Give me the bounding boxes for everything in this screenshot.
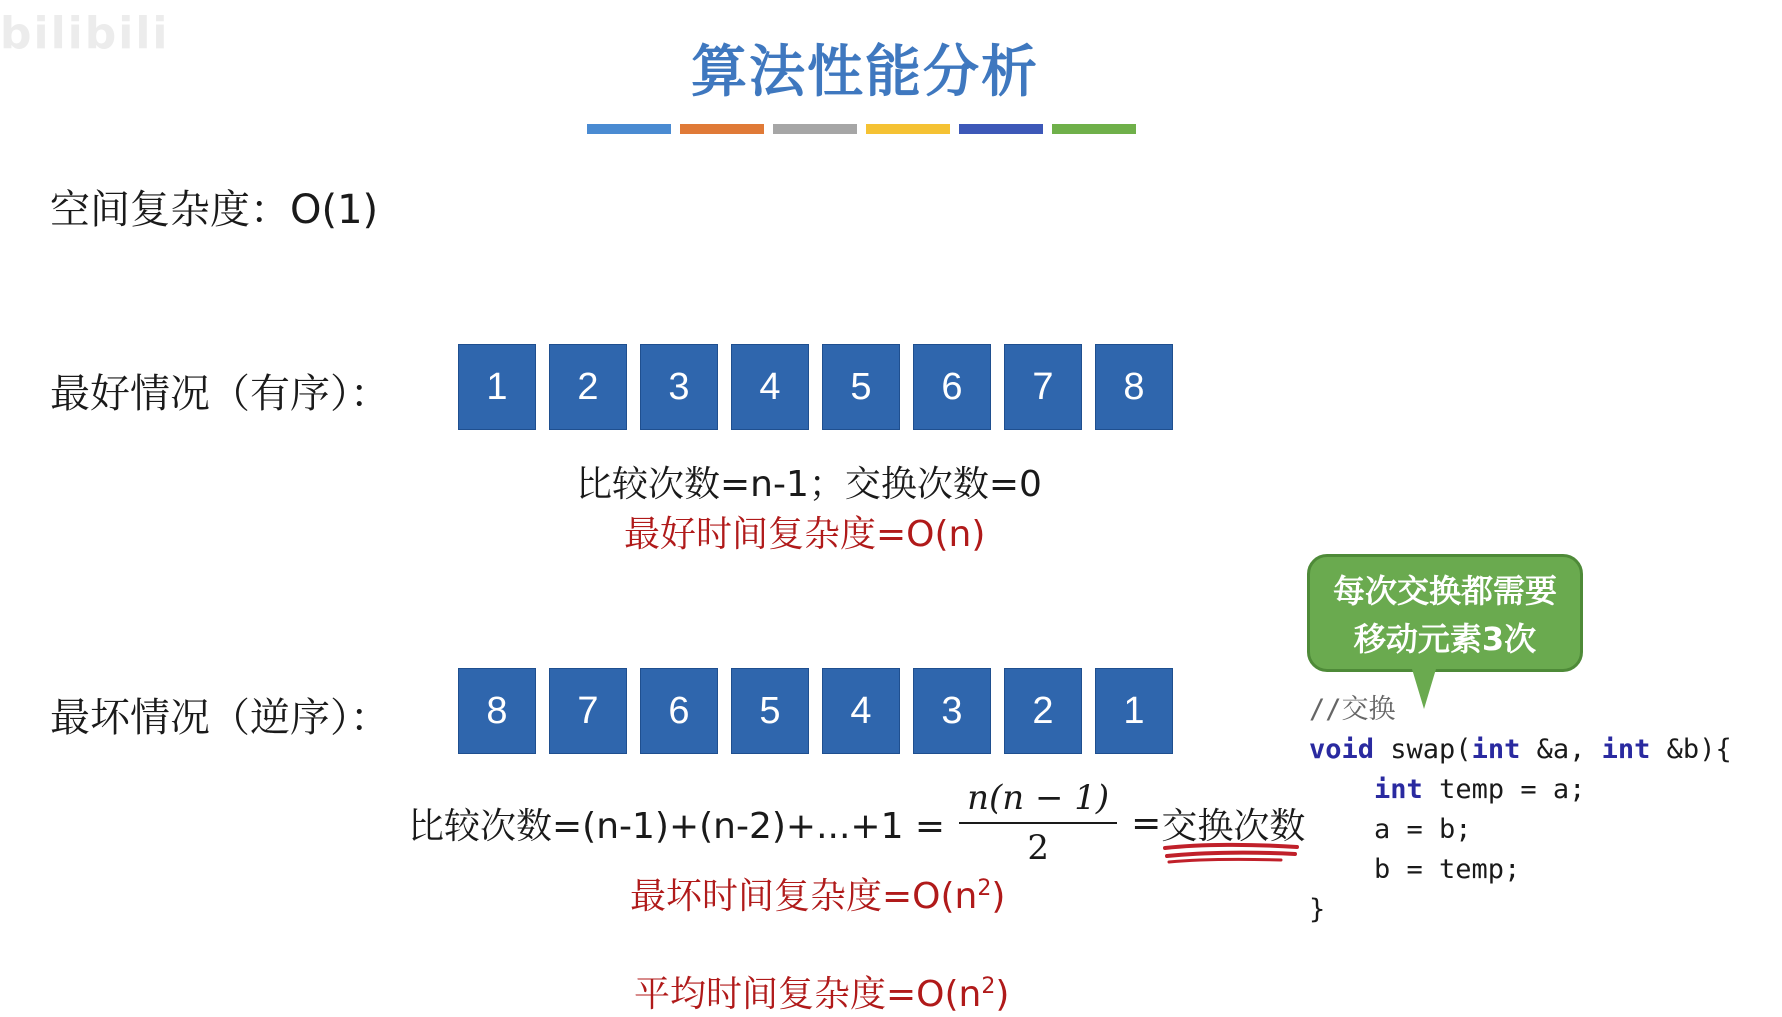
worst-case-complexity bbox=[630, 868, 1005, 919]
code-text: &b){ bbox=[1650, 734, 1732, 765]
array-cell: 6 bbox=[640, 668, 718, 754]
code-indent bbox=[1309, 774, 1374, 805]
code-text: swap( bbox=[1374, 734, 1472, 765]
formula-equals: = bbox=[1131, 802, 1162, 844]
array-cell: 3 bbox=[913, 668, 991, 754]
array-cell: 6 bbox=[913, 344, 991, 430]
color-bar-segment bbox=[680, 124, 764, 134]
callout-line-2: 移动元素3次 bbox=[1353, 620, 1537, 658]
code-keyword: int bbox=[1374, 774, 1423, 805]
fraction-numerator: n(n − 1) bbox=[967, 778, 1110, 818]
code-line-1 bbox=[1309, 730, 1732, 770]
array-cell: 4 bbox=[731, 344, 809, 430]
array-cell: 2 bbox=[1004, 668, 1082, 754]
code-comment: //交换 bbox=[1309, 694, 1396, 725]
array-cell: 8 bbox=[458, 668, 536, 754]
average-complexity-exponent: 2 bbox=[981, 974, 996, 999]
best-case-counts: 比较次数=n-1；交换次数=0 bbox=[576, 464, 1042, 505]
code-keyword: void bbox=[1309, 734, 1375, 765]
color-bar-segment bbox=[587, 124, 671, 134]
worst-complexity-suffix: ) bbox=[991, 876, 1006, 917]
worst-case-label: 最坏情况（逆序）： bbox=[50, 695, 390, 741]
worst-complexity-exponent: 2 bbox=[977, 876, 992, 901]
formula-prefix: 比较次数=(n-1)+(n-2)+...+1 = bbox=[408, 805, 946, 847]
best-case-label: 最好情况（有序）： bbox=[50, 371, 390, 417]
color-bar-segment bbox=[959, 124, 1043, 134]
array-cell: 3 bbox=[640, 344, 718, 430]
code-line-4: b = temp; bbox=[1309, 854, 1521, 885]
array-cell: 8 bbox=[1095, 344, 1173, 430]
best-case-array bbox=[458, 344, 1186, 430]
space-complexity-label: 空间复杂度：O(1) bbox=[50, 187, 379, 233]
worst-case-formula bbox=[408, 778, 1305, 868]
array-cell: 1 bbox=[1095, 668, 1173, 754]
average-complexity-prefix: 平均时间复杂度=O(n bbox=[634, 974, 982, 1015]
code-line-5: } bbox=[1309, 894, 1326, 925]
underlined-term bbox=[1161, 798, 1305, 849]
array-cell: 7 bbox=[1004, 344, 1082, 430]
swap-code-block bbox=[1309, 690, 1732, 930]
array-cell: 1 bbox=[458, 344, 536, 430]
array-cell: 7 bbox=[549, 668, 627, 754]
average-complexity-suffix: ) bbox=[995, 974, 1010, 1015]
code-line-3: a = b; bbox=[1309, 814, 1472, 845]
swap-count-term: 交换次数 bbox=[1161, 805, 1306, 847]
color-bar-segment bbox=[773, 124, 857, 134]
watermark-logo: bilibili bbox=[0, 8, 170, 59]
code-line-2 bbox=[1309, 770, 1732, 810]
best-case-complexity: 最好时间复杂度=O(n) bbox=[624, 514, 986, 555]
average-case-complexity bbox=[634, 966, 1009, 1017]
array-cell: 5 bbox=[731, 668, 809, 754]
array-cell: 2 bbox=[549, 344, 627, 430]
color-bar-segment bbox=[866, 124, 950, 134]
page-title: 算法性能分析 bbox=[691, 40, 1039, 105]
code-keyword: int bbox=[1471, 734, 1521, 765]
worst-case-array bbox=[458, 668, 1186, 754]
color-bar-segment bbox=[1052, 124, 1136, 134]
worst-complexity-prefix: 最坏时间复杂度=O(n bbox=[630, 876, 978, 917]
array-cell: 4 bbox=[822, 668, 900, 754]
array-cell: 5 bbox=[822, 344, 900, 430]
fraction-denominator: 2 bbox=[1027, 828, 1049, 868]
callout-line-1: 每次交换都需要 bbox=[1332, 572, 1557, 610]
formula-fraction bbox=[959, 778, 1117, 868]
code-keyword: int bbox=[1601, 734, 1651, 765]
red-underline-scribble bbox=[1161, 842, 1301, 866]
code-text: &a, bbox=[1520, 734, 1602, 765]
code-text: temp = a; bbox=[1422, 774, 1586, 805]
callout-bubble bbox=[1307, 554, 1583, 672]
